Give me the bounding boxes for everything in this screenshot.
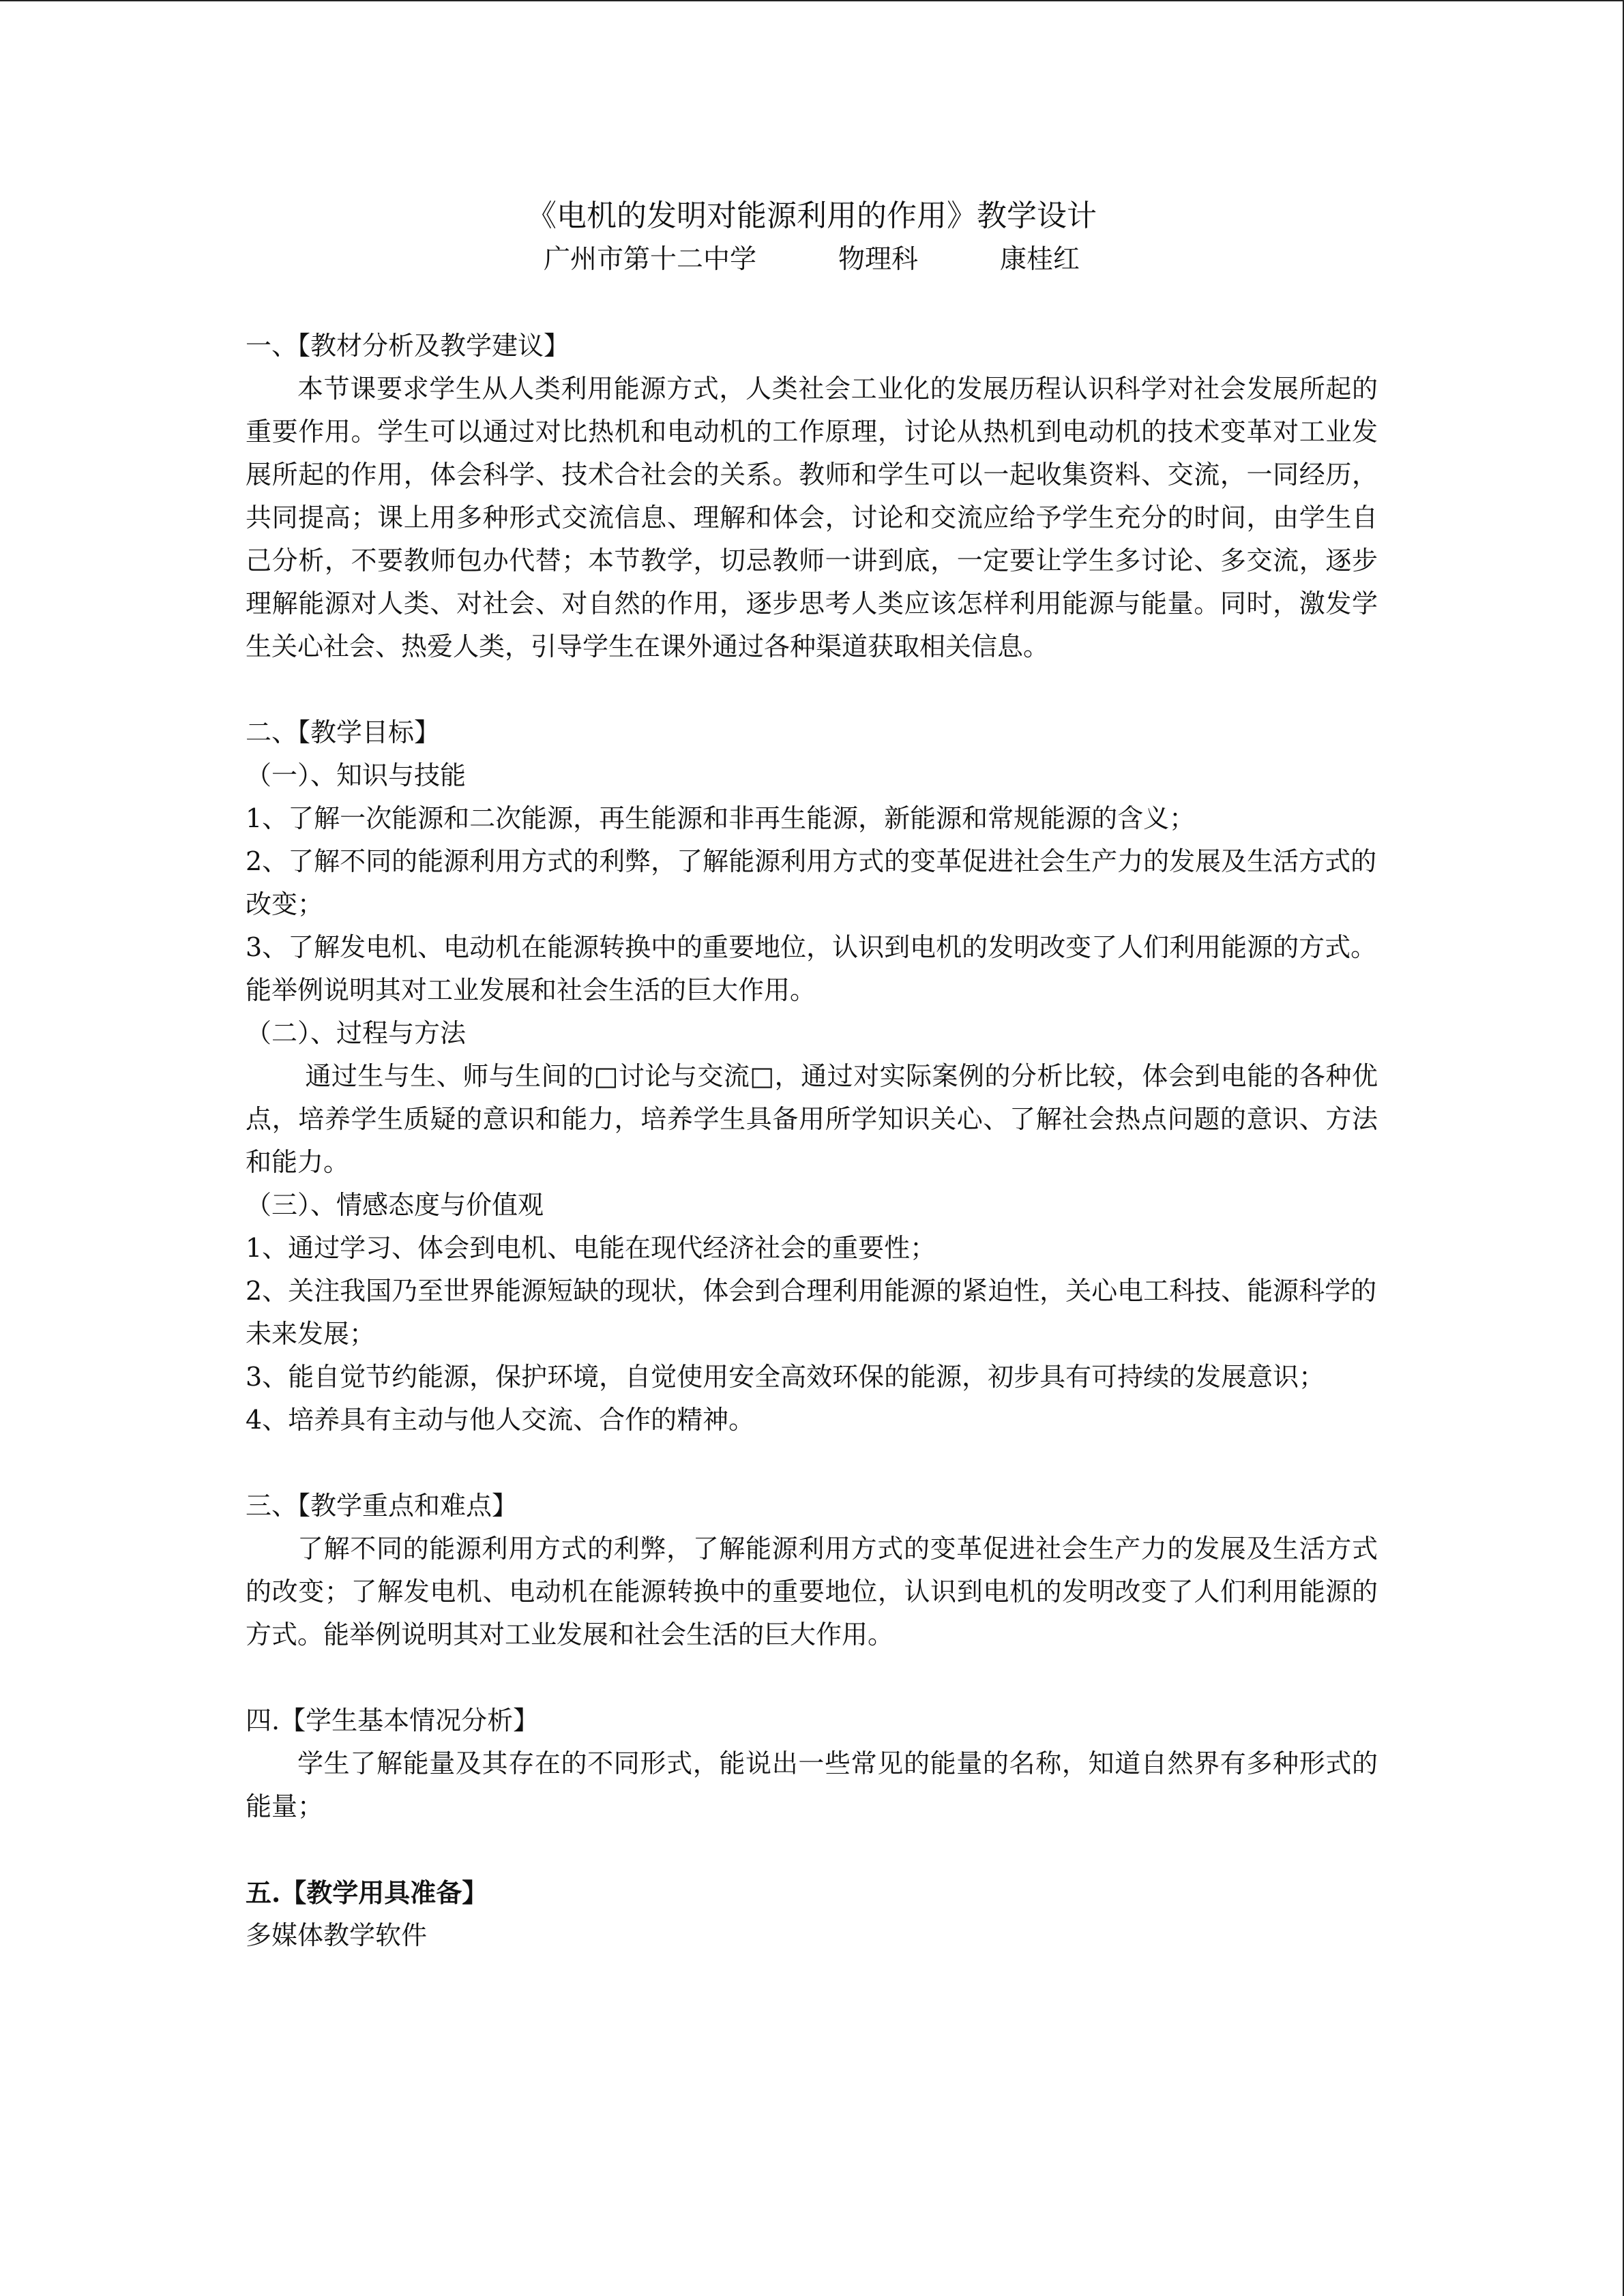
section-1-heading: 一、【教材分析及教学建议】 [246,331,570,361]
attitude-item-1: 1、通过学习、体会到电机、电能在现代经济社会的重要性； [246,1233,936,1263]
knowledge-item-1: 1、了解一次能源和二次能源，再生能源和非再生能源，新能源和常规能源的含义； [246,803,1196,833]
section-1-body: 本节课要求学生从人类利用能源方式，人类社会工业化的发展历程认识科学对社会发展所起的重要作用。学生可以通过对比热机和电动机的工作原理，讨论从热机到电动机的技术变革对工业发展所起的作用，体会科学、技术合社会的关系。教师和学生可以一起收集资料、交流，一同经历，共同提高；课上用多种形式交流信息、理解和体会，讨论和交流应给予学生充分的时间，由学生自己分析，不要教师包办代替；本节教学，切忌教师一讲到底，一定要让学生多讨论、多交流，逐步理解能源对人类、对社会、对自然的作用，逐步思考人类应该怎样利用能源与能量。同时，激发学生关心社会、热爱人类，引导学生在课外通过各种渠道获取相关信息。 [246,374,1378,661]
section-5-body: 多媒体教学软件 [246,1920,428,1950]
section-3-heading: 三、【教学重点和难点】 [246,1491,518,1521]
process-method-body: 通过生与生、师与生间的□讨论与交流□，通过对实际案例的分析比较，体会到电能的各种优点，培养学生质疑的意识和能力，培养学生具备用所学知识关心、了解社会热点问题的意识、方法和能力。 [246,1061,1378,1177]
section-4-heading: 四.【学生基本情况分析】 [246,1705,540,1735]
section-2-heading: 二、【教学目标】 [246,717,441,747]
school-name: 广州市第十二中学 [543,244,756,275]
knowledge-skills-subheading: （一）、知识与技能 [246,760,467,790]
knowledge-item-3: 3、了解发电机、电动机在能源转换中的重要地位，认识到电机的发明改变了人们利用能源的方式。能举例说明其对工业发展和社会生活的巨大作用。 [246,932,1377,1005]
knowledge-item-2: 2、了解不同的能源利用方式的利弊，了解能源利用方式的变革促进社会生产力的发展及生活方式的改变； [246,846,1377,919]
section-4-body: 学生了解能量及其存在的不同形式，能说出一些常见的能量的名称，知道自然界有多种形式的能量； [246,1748,1378,1821]
author-name: 康桂红 [1000,244,1080,275]
document-body [246,194,1378,1957]
attitude-item-2: 2、关注我国乃至世界能源短缺的现状，体会到合理利用能源的紧迫性，关心电工科技、能源科学的未来发展； [246,1276,1377,1349]
process-method-subheading: （二）、过程与方法 [246,1018,467,1048]
document-title: 《电机的发明对能源利用的作用》教学设计 [527,198,1097,233]
section-3-body: 了解不同的能源利用方式的利弊，了解能源利用方式的变革促进社会生产力的发展及生活方式的改变；了解发电机、电动机在能源转换中的重要地位，认识到电机的发明改变了人们利用能源的方式。能举例说明其对工业发展和社会生活的巨大作用。 [246,1534,1378,1650]
attitude-item-4: 4、培养具有主动与他人交流、合作的精神。 [246,1405,755,1435]
section-5-heading: 五.【教学用具准备】 [246,1877,488,1908]
document-byline [246,238,1378,282]
attitude-item-3: 3、能自觉节约能源，保护环境，自觉使用安全高效环保的能源，初步具有可持续的发展意识； [246,1362,1325,1392]
attitude-values-subheading: （三）、情感态度与价值观 [246,1190,544,1220]
subject-name: 物理科 [838,244,918,275]
